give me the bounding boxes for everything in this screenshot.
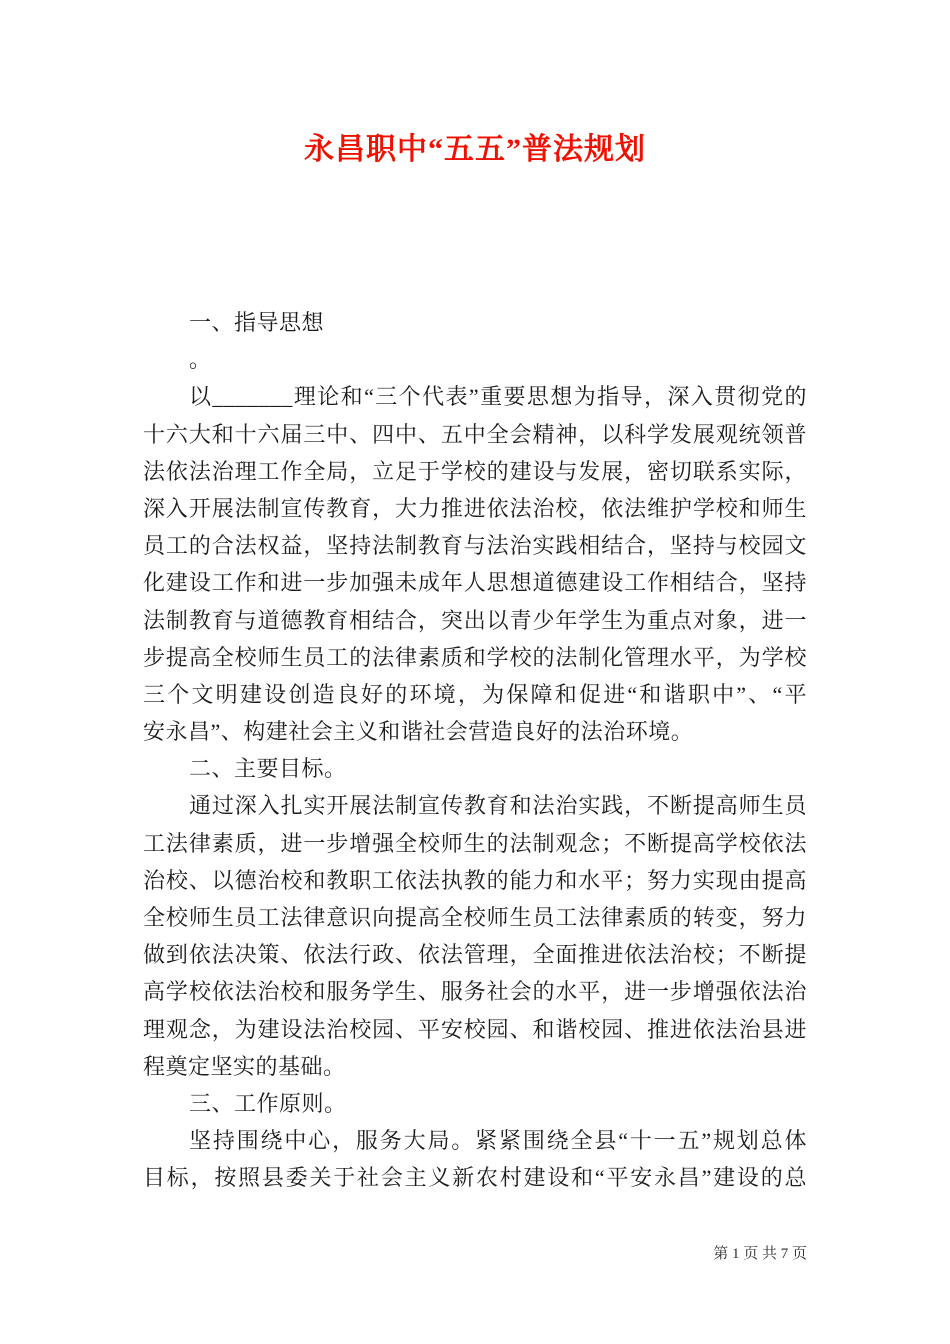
body-line: 三个文明建设创造良好的环境，为保障和促进“和谐职中”、“平 [143, 681, 807, 707]
body-line: 步提高全校师生员工的法律素质和学校的法制化管理水平，为学校 [143, 644, 807, 670]
body-line: 法依法治理工作全局，立足于学校的建设与发展，密切联系实际， [143, 458, 807, 484]
body-line: 员工的合法权益，坚持法制教育与法治实践相结合，坚持与校园文 [143, 533, 807, 559]
document-title: 永昌职中“五五”普法规划 [304, 133, 646, 166]
body-line: 工法律素质，进一步增强全校师生的法制观念；不断提高学校依法 [143, 830, 807, 856]
body-line: 高学校依法治校和服务学生、服务社会的水平，进一步增强依法治 [143, 979, 807, 1005]
page-number-footer: 第 1 页 共 7 页 [713, 1246, 807, 1262]
body-line: 以_______理论和“三个代表”重要思想为指导，深入贯彻党的 [189, 384, 807, 410]
body-line: 安永昌”、构建社会主义和谐社会营造良好的法治环境。 [143, 719, 694, 745]
body-line: 通过深入扎实开展法制宣传教育和法治实践，不断提高师生员 [189, 793, 807, 819]
body-line: 深入开展法制宣传教育，大力推进依法治校，依法维护学校和师生 [143, 495, 807, 521]
body-line: 坚持围绕中心，服务大局。紧紧围绕全县“十一五”规划总体 [189, 1128, 807, 1154]
body-line: 程奠定坚实的基础。 [143, 1053, 346, 1079]
body-line: 法制教育与道德教育相结合，突出以青少年学生为重点对象，进一 [143, 607, 807, 633]
document-body [143, 304, 807, 1197]
body-line: 理观念，为建设法治校园、平安校园、和谐校园、推进依法治县进 [143, 1016, 807, 1042]
body-line: 全校师生员工法律意识向提高全校师生员工法律素质的转变，努力 [143, 905, 807, 930]
body-line: 化建设工作和进一步加强未成年人思想道德建设工作相结合，坚持 [143, 570, 807, 596]
body-line-heading-1: 一、指导思想 [189, 310, 325, 335]
body-line: 十六大和十六届三中、四中、五中全会精神，以科学发展观统领普 [143, 421, 807, 447]
body-line-heading-2: 二、主要目标。 [189, 756, 347, 782]
body-line-heading-3: 三、工作原则。 [189, 1090, 347, 1116]
body-line: 做到依法决策、依法行政、依法管理，全面推进依法治校；不断提 [143, 942, 807, 968]
body-line: 目标，按照县委关于社会主义新农村建设和“平安永昌”建设的总 [143, 1165, 807, 1191]
body-line: 。 [189, 347, 212, 373]
body-line: 治校、以德治校和教职工依法执教的能力和水平；努力实现由提高 [143, 867, 807, 893]
